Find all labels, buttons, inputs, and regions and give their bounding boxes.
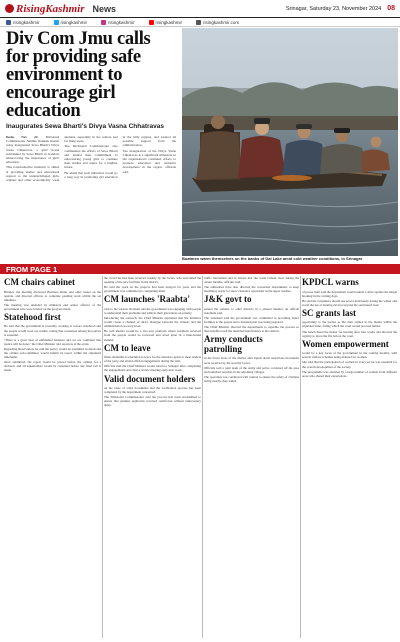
news-story	[104, 276, 201, 293]
front-page-band	[0, 264, 400, 274]
social-bar	[0, 18, 400, 27]
date-line: Srinagar, Saturday 23, November 2024	[285, 5, 382, 12]
story-paragraph: opportunity to the parties to file their replies in the matter within the stipulated time, failing which the court would proceed further.	[302, 320, 397, 329]
story-paragraph: The operation was conducted with caution to ensure the safety of civilians living nearby, they added.	[204, 374, 299, 383]
story-body	[204, 356, 299, 383]
paragraph-text: Divisional Commissioner Jammu, Ramesh Kumar today inaugurated Sewa Bharti's Divya Vasna Chhatravas, a girls' hostel established by Sewa Bharti in Gandoh, underscoring the importance of girls' education.	[6, 135, 60, 165]
story-paragraph: Officials said a joint team of the Army and police cordoned off the area and launched searches in the adjoining villages.	[204, 365, 299, 374]
social-link[interactable]	[101, 20, 135, 25]
story-paragraph: Regarding Reservation, he said the policy would be examined in detail and the cabinet sub-committee would submit its report within the stipulated timeframe.	[4, 346, 101, 360]
top-story	[6, 30, 176, 262]
news-column-4	[302, 276, 397, 638]
paragraph-text: He added that such initiatives would go a long way in promoting girl education in the hilly regions, and assured all possible support from the administration.	[64, 135, 176, 179]
instagram-icon	[101, 20, 106, 25]
story-paragraph: She said that the participation of women in every sector was essential for the overall development of the society.	[302, 360, 397, 369]
top-story-headline: Div Com Jmu calls for providing safe environment to encourage girl education	[6, 29, 151, 121]
story-headline[interactable]: Women empowerment	[302, 338, 389, 349]
social-link[interactable]	[196, 20, 239, 25]
story-paragraph: of power theft said the department would launch a drive against the illegal hooking in the coming days.	[302, 289, 397, 298]
section-name: News	[92, 3, 116, 14]
story-paragraph: "There is a great deal of unfinished business and we are confident that justice will be done," the Chief Minister told reporters at the event.	[4, 337, 101, 346]
story-paragraph: in the forest areas of the district after inputs about suspicious movement were received by the security forces.	[204, 356, 299, 365]
top-story-paragraph	[123, 149, 176, 174]
story-paragraph: would be a key focus of the government in the coming months, with several welfare schemes being planned for women.	[302, 351, 397, 360]
twitter-icon	[54, 20, 59, 25]
dateline: Doda, Nov 22:	[6, 135, 46, 139]
social-link[interactable]	[149, 20, 183, 25]
brand-logo	[5, 3, 84, 15]
news-column-1	[4, 276, 101, 638]
news-story	[104, 375, 201, 408]
story-paragraph: He said the consumers should use power judiciously during the winter and avoid the use of heating devices beyond the sanctioned load.	[302, 298, 397, 307]
story-headline[interactable]: Army conducts patrolling	[204, 334, 263, 354]
web-icon	[196, 20, 201, 25]
news-column-2	[104, 276, 201, 638]
news-story	[204, 276, 299, 293]
story-body	[302, 320, 397, 337]
story-paragraph: The authorities have also directed the concerned departments to keep machinery ready for snow clearance operations in the upper reaches.	[204, 285, 299, 294]
story-paragraph: traffic movement and to ensure that the roads remain clear during the winter months, officials said.	[204, 276, 299, 285]
masthead	[0, 0, 400, 18]
page-number: 08	[387, 5, 395, 12]
news-story	[204, 335, 299, 383]
story-paragraph: The statement said the government was committed to providing better facilities to the people and a detailed plan was being prepared.	[204, 316, 299, 325]
story-paragraph: Omar Abdullah is scheduled to leave for the national capital to meet leaders of the party and attend official engagements during the visit.	[104, 355, 201, 364]
story-paragraph: on the basis of valid documents and the verification process has been completed by the department concerned.	[104, 386, 201, 395]
news-story	[302, 309, 397, 338]
story-body	[302, 290, 397, 307]
story-body	[4, 290, 101, 311]
social-handle: risingkashmir	[108, 19, 135, 25]
story-headline[interactable]: KPDCL warns	[302, 277, 359, 287]
column-divider	[202, 276, 203, 638]
paragraph-text: This transformative initiative is aimed at providing shelter and educational support to the underprivileged girls, orphans and other economically weak students, especially in the remote and far flung areas.	[6, 135, 118, 183]
story-body	[204, 276, 299, 293]
facebook-icon	[6, 20, 11, 25]
story-headline[interactable]: Statehood first	[4, 311, 61, 322]
social-link[interactable]	[6, 20, 40, 25]
youtube-icon	[149, 20, 154, 25]
news-photo	[182, 28, 398, 256]
story-body	[104, 276, 201, 293]
social-handle: risingkashmir	[60, 19, 88, 25]
brand-name: RisingKashmir	[16, 2, 85, 15]
news-story	[4, 278, 101, 311]
social-handle: risingkashmir	[155, 19, 183, 25]
news-column-3	[204, 276, 299, 638]
story-paragraph: Officials said the Chief Minister would return to Srinagar after completing the engagements and chair a review meeting early next week.	[104, 364, 201, 373]
story-headline[interactable]: SC grants last	[302, 307, 357, 318]
news-story	[302, 340, 397, 378]
story-body	[4, 324, 101, 372]
story-paragraph: Once submitted, the report would be placed before the cabinet for a decision, and all stakeholders would be consulted before any final call is made.	[4, 360, 101, 373]
story-headline[interactable]: CM chairs cabinet	[4, 277, 75, 287]
story-paragraph: The bench listed the matter for hearing after four weeks and directed the registry to place the file before the court.	[302, 329, 397, 338]
paragraph-text: The inauguration of the Divya Vasna Chhatravas is a significant milestone in the organisation's continued efforts to promote education and inclusive development in the region, officials said.	[122, 148, 176, 174]
photo-caption: Boatmen warm themselves on the banks of Dal Lake amid cold weather conditions, in Srinagar	[182, 256, 363, 261]
story-body	[104, 355, 201, 372]
front-page-label: FROM PAGE 1	[6, 264, 58, 274]
story-paragraph: The programme was attended by a large number of women from different areas who shared their experiences.	[302, 369, 397, 378]
story-paragraph: Introducing the outreach, the Chief Minister explained that the initiative would create a channel of direct dialogue between the citizens and the administration at every level.	[104, 316, 201, 329]
story-headline[interactable]: Valid document holders	[104, 373, 196, 384]
top-story-paragraph	[6, 135, 59, 164]
news-story	[302, 278, 397, 307]
story-headline[interactable]: CM to leave	[104, 342, 151, 353]
story-paragraph: He said that the government is presently working to restore statehood and the people would soon see results, noting that consensus among the parties is essential.	[4, 324, 101, 337]
story-paragraph: He said the work on the projects had been delayed for years and the government was committed to completing them.	[104, 285, 201, 294]
news-story	[104, 295, 201, 341]
story-paragraph: The meeting was attended by ministers and senior officers of the government who were briefed on the progress made.	[4, 302, 101, 311]
top-story-paragraph	[64, 144, 117, 169]
story-body	[302, 351, 397, 378]
brand-mark-icon	[5, 4, 14, 13]
paragraph-text: The Divisional Commissioner also commended the efforts of Sewa Bharti and lauded their commitment to empowering young girls to continue their studies and aspire for a brighter future.	[64, 144, 118, 170]
story-paragraph: extend the scheme to other districts in a phased manner, an official statement said.	[204, 306, 299, 315]
social-link[interactable]	[54, 20, 88, 25]
story-headline[interactable]: CM launches 'Raabta'	[104, 294, 191, 305]
news-story	[204, 295, 299, 333]
news-story	[104, 344, 201, 373]
story-paragraph: Besides, the meeting discussed Business Rules and other issues on the agenda, and directed officers to complete pending work within the set timelines.	[4, 289, 101, 302]
top-story-subhead: Inaugurates Sewa Bharti's Divya Vasna Chhatravas	[6, 123, 164, 130]
story-paragraph: The Divisional Commissioner said the process had been streamlined to ensure that genuine applicants received certificates without unnecessary delay.	[104, 395, 201, 408]
social-handle: risingkashmir.com	[203, 19, 240, 25]
story-body	[104, 307, 201, 342]
story-headline[interactable]: J&K govt to	[204, 294, 252, 305]
social-handle: risingkashmir	[13, 19, 40, 25]
column-divider	[102, 276, 103, 638]
story-paragraph: visit to the various divisions and the government was engaging with people to understand their problems and address their grievances on priority.	[104, 306, 201, 315]
story-paragraph: The Chief Minister directed the departments to expedite the process so that benefits reach the intended beneficiaries at the earliest.	[204, 325, 299, 334]
story-body	[104, 386, 201, 407]
story-paragraph: the crowd he had been received warmly by the locals, who welcomed the opening of the new facilities in the district.	[104, 276, 201, 285]
news-story	[4, 313, 101, 373]
column-divider	[300, 276, 301, 638]
boatmen-photo	[182, 28, 398, 256]
story-body	[204, 307, 299, 334]
story-paragraph: He said Raabta would be a two-way platform where feedback received from the people would be reviewed and acted upon in a time-bound manner.	[104, 329, 201, 342]
